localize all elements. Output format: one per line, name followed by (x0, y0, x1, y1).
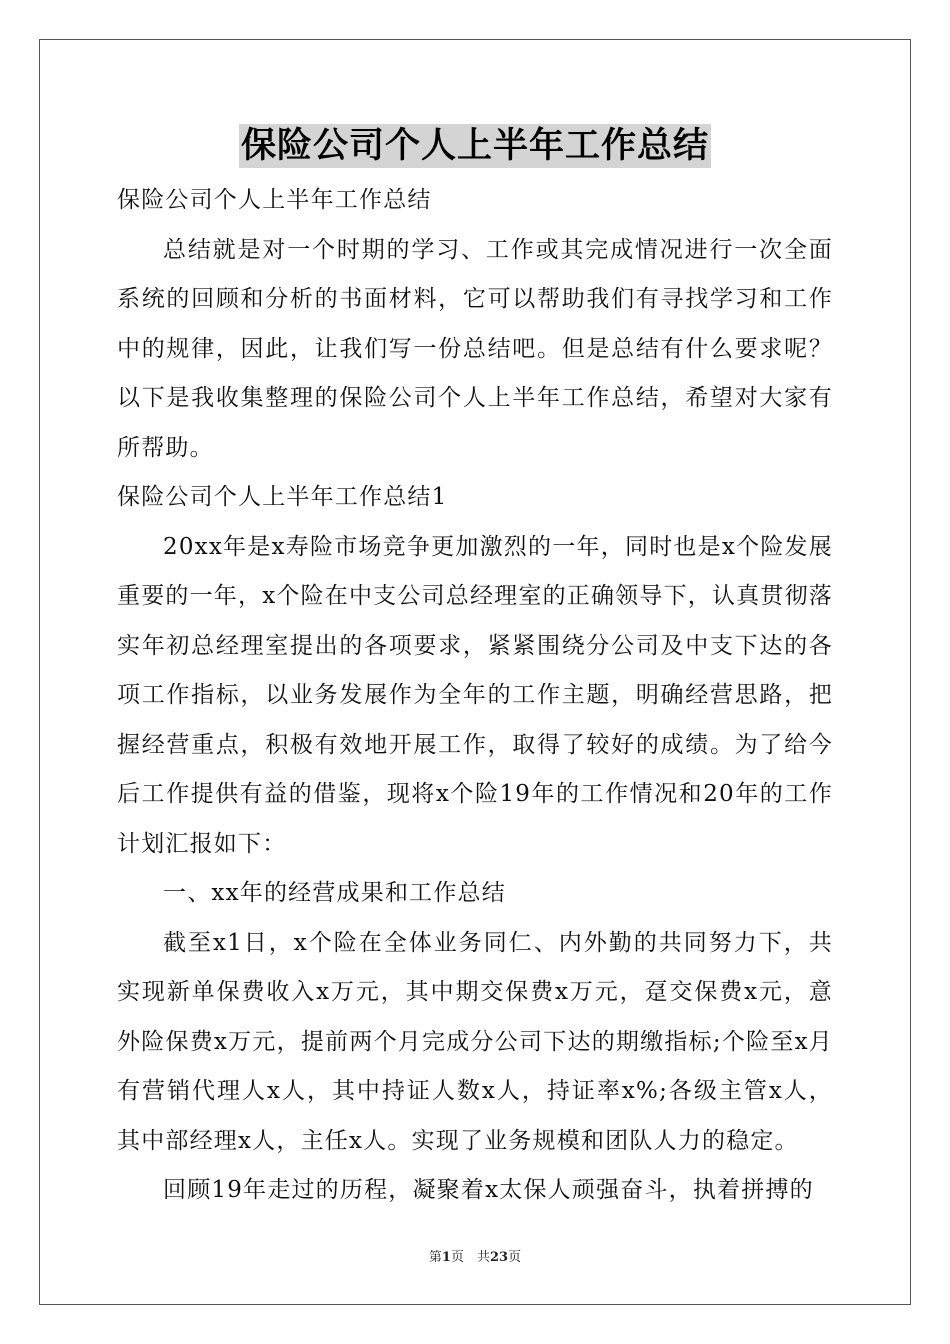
footer-page-total: 23 (489, 1250, 509, 1265)
paragraph-intro: 总结就是对一个时期的学习、工作或其完成情况进行一次全面系统的回顾和分析的书面材料，它可以帮助我们有寻找学习和工作中的规律，因此，让我们写一份总结吧。但是总结有什么要求呢？以下是我收集整理的保险公司个人上半年工作总结，希望对大家有所帮助。 (117, 236, 833, 461)
paragraph-subtitle: 保险公司个人上半年工作总结 (117, 187, 432, 213)
paragraph-review: 回顾19年走过的历程，凝聚着x太保人顽强奋斗，执着拼搏的 (163, 1177, 814, 1203)
document-title: 保险公司个人上半年工作总结 (240, 125, 709, 166)
paragraph-overview: 20xx年是x寿险市场竞争更加激烈的一年，同时也是x个险发展重要的一年，x个险在中支公司总经理室的正确领导下，认真贯彻落实年初总经理室提出的各项要求，紧紧围绕分公司及中支下达的各项工作指标，以业务发展作为全年的工作主题，明确经营思路，把握经营重点，积极有效地开展工作，取得了较好的成绩。为了给今后工作提供有益的借鉴，现将x个险19年的工作情况和20年的工作计划汇报如下： (117, 533, 833, 857)
footer-page-suffix: 页 (508, 1250, 522, 1265)
document-body (117, 176, 833, 1216)
paragraph-heading-one: 一、xx年的经营成果和工作总结 (163, 880, 506, 906)
title-wrap (0, 124, 950, 168)
paragraph-section-heading: 保险公司个人上半年工作总结1 (117, 484, 448, 510)
footer-page-prefix: 第 (428, 1250, 442, 1265)
footer-page-current: 1 (441, 1250, 451, 1265)
paragraph-results: 截至x1日，x个险在全体业务同仁、内外勤的共同努力下，共实现新单保费收入x万元，其中期交保费x万元，趸交保费x元，意外险保费x万元，提前两个月完成分公司下达的期缴指标;个险至x月有营销代理人x人，其中持证人数x人，持证率x%;各级主管x人，其中部经理x人，主任x人。实现了业务规模和团队人力的稳定。 (117, 929, 833, 1154)
page-footer (0, 1246, 950, 1265)
footer-page-mid: 页 共 (450, 1250, 490, 1265)
